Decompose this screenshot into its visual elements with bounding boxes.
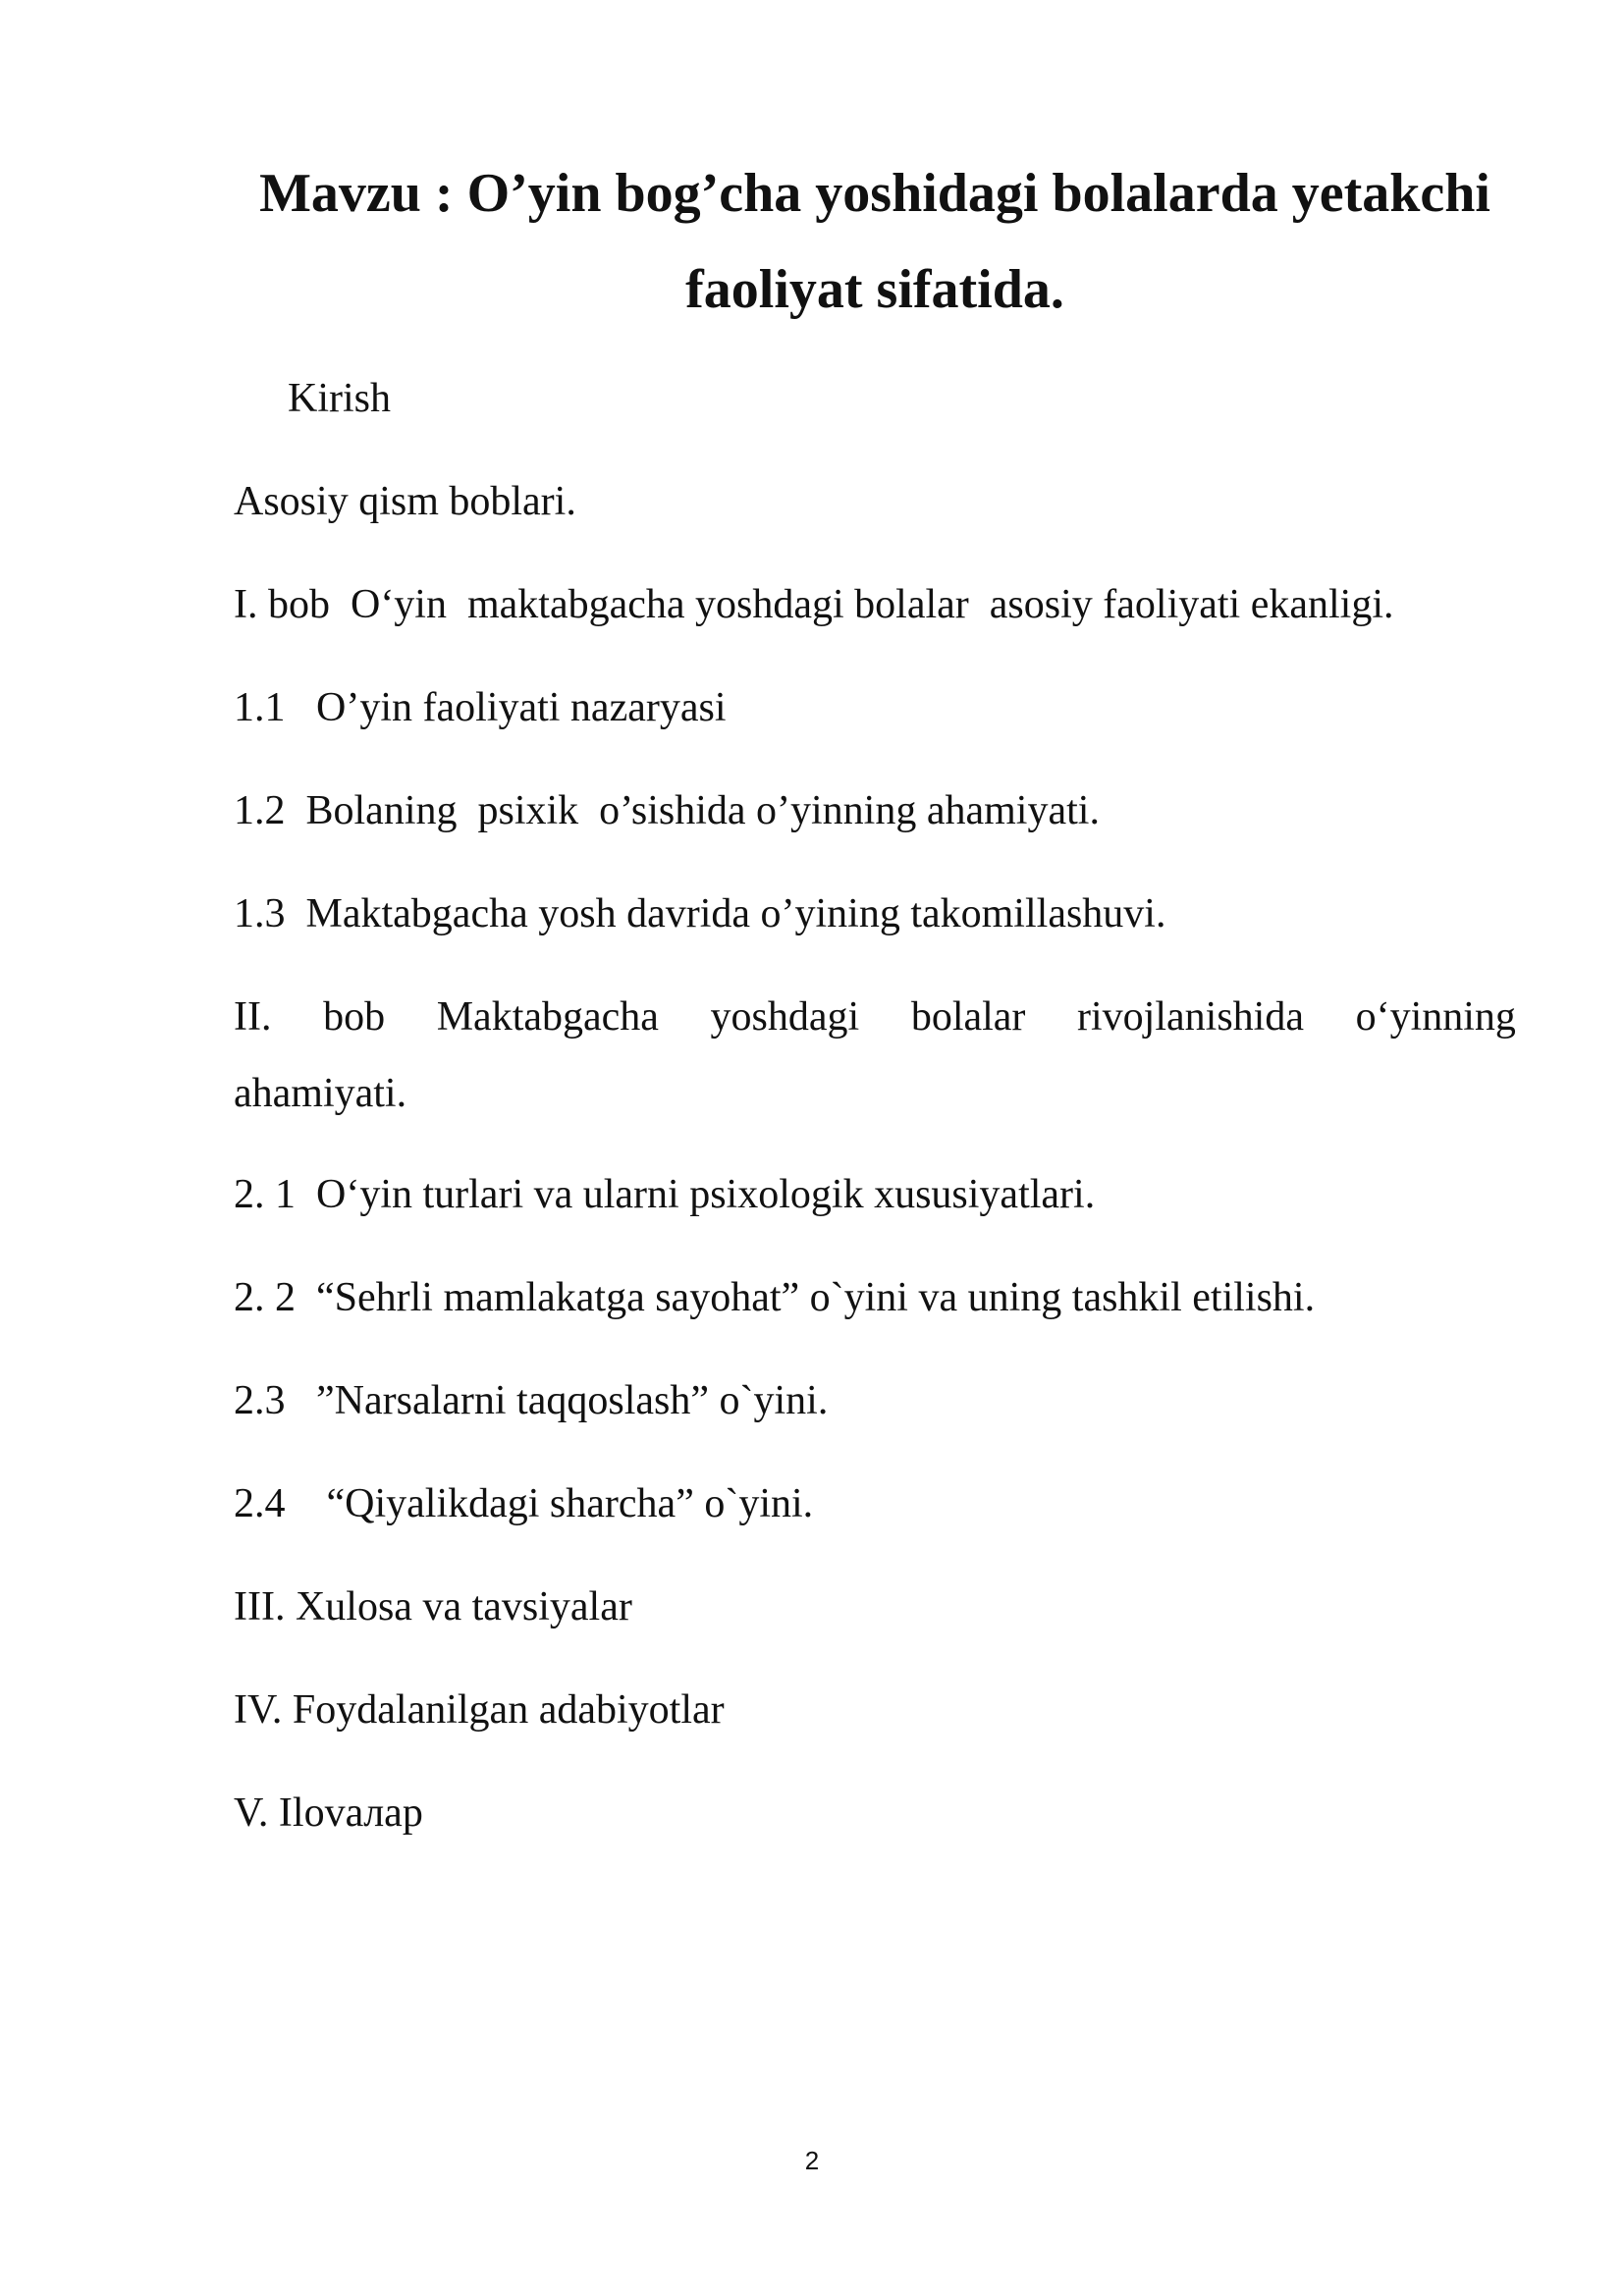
toc-chapter-5: V. Ilovaлар [234, 1790, 423, 1836]
toc-chapter-2-word: II. [234, 994, 272, 1040]
toc-section-2-4: 2.4 “Qiyalikdagi sharcha” o`yini. [234, 1481, 814, 1526]
toc-chapter-2-word: rivojlanishida [1077, 994, 1304, 1040]
toc-chapter-2-word: bob [323, 994, 386, 1040]
toc-intro: Kirish [288, 376, 391, 421]
toc-main-part-heading: Asosiy qism boblari. [234, 479, 576, 524]
toc-section-2-1: 2. 1 O‘yin turlari va ularni psixologik xususiyatlari. [234, 1172, 1096, 1217]
toc-chapter-2-word: Maktabgacha [436, 994, 659, 1040]
toc-chapter-2 [234, 979, 1516, 1132]
toc-section-1-1: 1.1 O’yin faoliyati nazaryasi [234, 685, 727, 730]
toc-chapter-2-word: o‘yinning [1355, 994, 1516, 1040]
page-number: 2 [804, 2146, 820, 2175]
document-title: Mavzu : O’yin bog’cha yoshidagi bolalarda yetakchi faoliyat sifatida. [259, 163, 1490, 320]
toc-section-2-2: 2. 2 “Sehrli mamlakatga sayohat” o`yini va uning tashkil etilishi. [234, 1275, 1316, 1320]
toc-chapter-2-word: bolalar [910, 994, 1026, 1040]
toc-chapter-4: IV. Foydalanilgan adabiyotlar [234, 1687, 725, 1733]
toc-section-2-3: 2.3 ”Narsalarni taqqoslash” o`yini. [234, 1378, 829, 1423]
toc-chapter-2-first-line [234, 979, 1516, 1055]
toc-chapter-3: III. Xulosa va tavsiyalar [234, 1584, 632, 1629]
toc-section-1-2: 1.2 Bolaning psixik o’sishida o’yinning ahamiyati. [234, 788, 1100, 833]
toc-chapter-2-continuation: ahamiyati. [234, 1071, 407, 1116]
toc-chapter-1: I. bob O‘yin maktabgacha yoshdagi bolalar asosiy faoliyati ekanligi. [234, 582, 1394, 627]
toc-chapter-2-word: yoshdagi [710, 994, 860, 1040]
toc-section-1-3: 1.3 Maktabgacha yosh davrida o’yining takomillashuvi. [234, 891, 1166, 936]
